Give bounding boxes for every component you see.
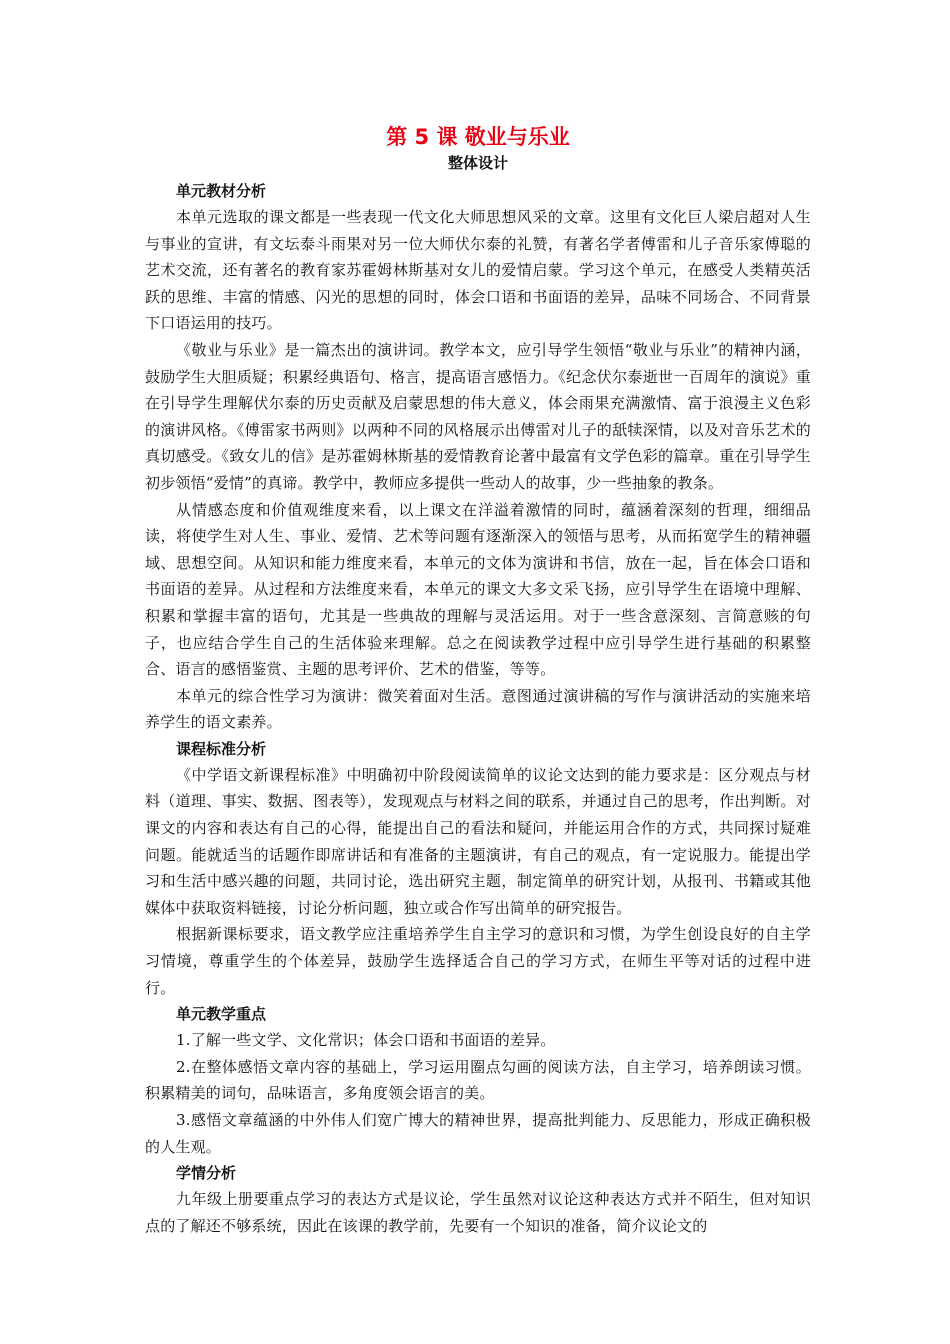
section-heading: 课程标准分析 [176,739,267,758]
section-heading: 单元教材分析 [176,182,267,200]
list-item: 2.在整体感悟文章内容的基础上，学习运用圈点勾画的阅读方法，自主学习，培养朗读习惯。积累精美的词句，品味语言，多角度领会语言的美。 [145,1057,811,1103]
list-item: 3.感悟文章蕴涵的中外伟人们宽广博大的精神世界，提高批判能力、反思能力，形成正确积极的人生观。 [145,1111,811,1156]
lesson-subtitle: 整体设计 [447,154,508,172]
section-student-analysis [145,1160,811,1239]
section-heading: 单元教学重点 [176,1005,267,1024]
section-curriculum-standard [145,736,811,1001]
paragraph: 《敬业与乐业》是一篇杰出的演讲词。教学本文，应引导学生领悟“敬业与乐业”的精神内涵，鼓励学生大胆质疑；积累经典语句、格言，提高语言感悟力。《纪念伏尔泰逝世一百周年的演说》重在引导学生理解伏尔泰的历史贡献及启蒙思想的伟大意义，体会雨果充满激情、富于浪漫主义色彩的演讲风格。《傅雷家书两则》以两种不同的风格展示出傅雷对儿子的舐犊深情，以及对音乐艺术的真切感受。《致女儿的信》是苏霍姆林斯基的爱情教育论著中最富有文学色彩的篇章。重在引导学生初步领悟“爱情”的真谛。教学中，教师应多提供一些动人的故事，少一些抽象的教条。 [145,340,811,492]
paragraph: 九年级上册要重点学习的表达方式是议论，学生虽然对议论这种表达方式并不陌生，但对知识点的了解还不够系统，因此在该课的教学前，先要有一个知识的准备，简介议论文的 [145,1190,811,1235]
section-unit-analysis [145,178,811,736]
list-item: 1.了解一些文学、文化常识；体会口语和书面语的差异。 [176,1031,556,1050]
paragraph: 根据新课标要求，语文教学应注重培养学生自主学习的意识和习惯，为学生创设良好的自主学习情境，尊重学生的个体差异，鼓励学生选择适合自己的学习方式，在师生平等对话的过程中进行。 [145,925,811,997]
paragraph: 本单元选取的课文都是一些表现一代文化大师思想风采的文章。这里有文化巨人梁启超对人生与事业的宣讲，有文坛泰斗雨果对另一位大师伏尔泰的礼赞，有著名学者傅雷和儿子音乐家傅聪的艺术交流，还有著名的教育家苏霍姆林斯基对女儿的爱情启蒙。学习这个单元，在感受人类精英活跃的思维、丰富的情感、闪光的思想的同时，体会口语和书面语的差异，品味不同场合、不同背景下口语运用的技巧。 [145,208,811,333]
paragraph: 《中学语文新课程标准》中明确初中阶段阅读简单的议论文达到的能力要求是：区分观点与材料（道理、事实、数据、图表等），发现观点与材料之间的联系，并通过自己的思考，作出判断。对课文的内容和表达有自己的心得，能提出自己的看法和疑问，并能运用合作的方式，共同探讨疑难问题。能就适当的话题作即席讲话和有准备的主题演讲，有自己的观点，有一定说服力。能提出学习和生活中感兴趣的问题，共同讨论，选出研究主题，制定简单的研究计划，从报刊、书籍或其他媒体中获取资料链接，讨论分析问题，独立或合作写出简单的研究报告。 [145,765,811,917]
document-page [145,123,811,1239]
paragraph: 从情感态度和价值观维度来看，以上课文在洋溢着激情的同时，蕴涵着深刻的哲理，细细品读，将使学生对人生、事业、爱情、艺术等问题有逐渐深入的领悟与思考，从而拓宽学生的精神疆域、思想空间。从知识和能力维度来看，本单元的文体为演讲和书信，放在一起，旨在体会口语和书面语的差异。从过程和方法维度来看，本单元的课文大多文采飞扬，应引导学生在语境中理解、积累和掌握丰富的语句，尤其是一些典故的理解与灵活运用。对于一些含意深刻、言简意赅的句子，也应结合学生自己的生活体验来理解。总之在阅读教学过程中应引导学生进行基础的积累整合、语言的感悟鉴赏、主题的思考评价、艺术的借鉴，等等。 [145,500,811,679]
lesson-title: 第 5 课 敬业与乐业 [386,125,570,149]
section-teaching-focus [145,1001,811,1160]
section-heading: 学情分析 [176,1164,237,1183]
paragraph: 本单元的综合性学习为演讲：微笑着面对生活。意图通过演讲稿的写作与演讲活动的实施来培养学生的语文素养。 [145,686,811,732]
